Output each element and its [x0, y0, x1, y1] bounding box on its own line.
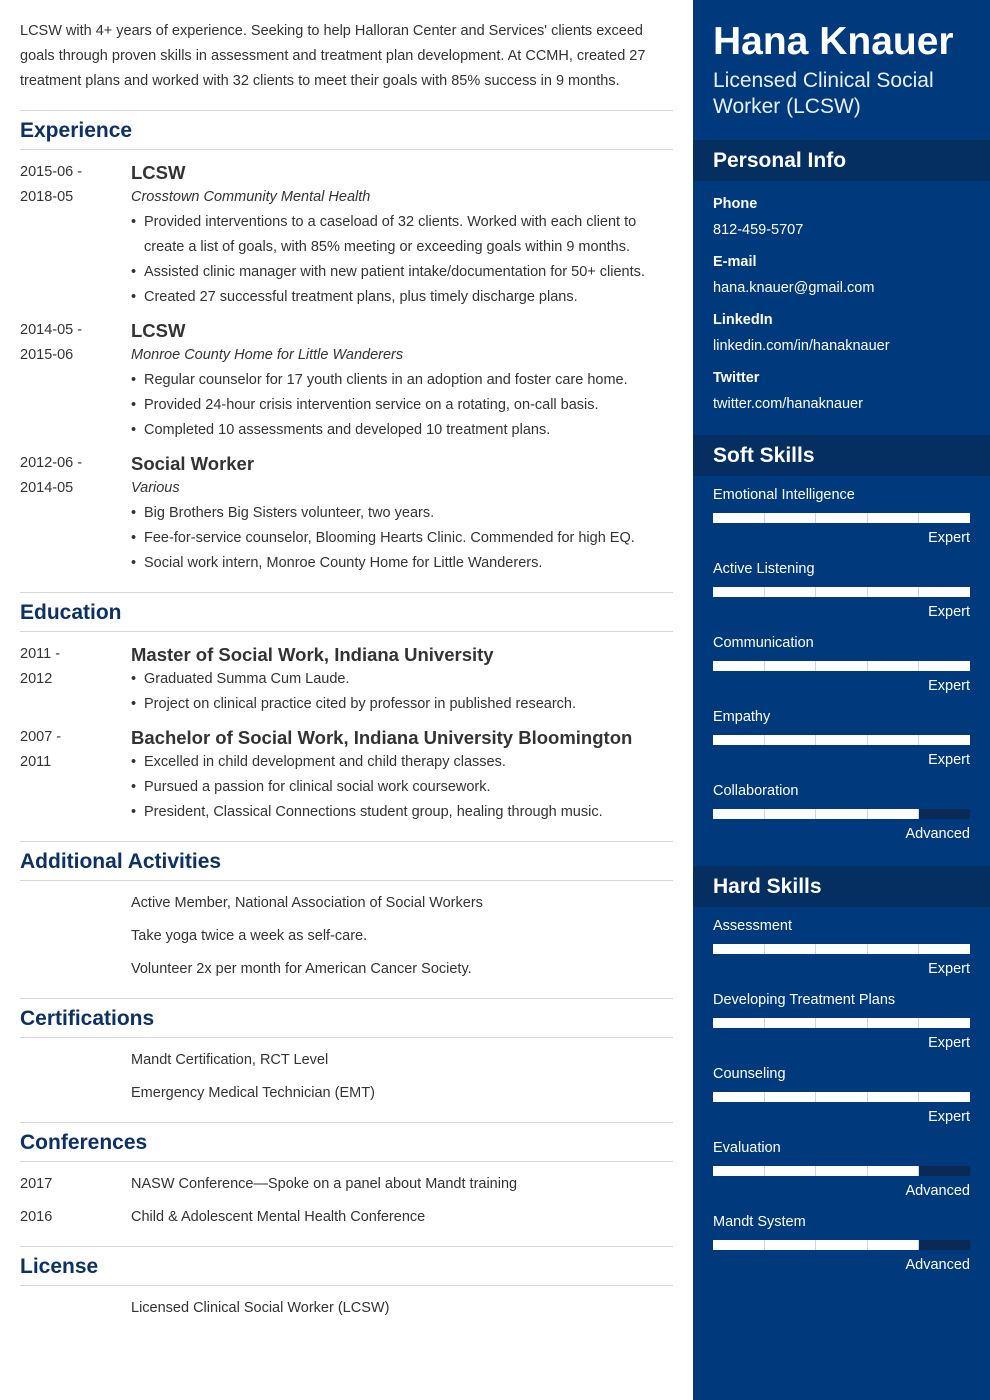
skill-item	[713, 630, 970, 696]
education-entry	[20, 642, 673, 717]
skill-name: Emotional Intelligence	[713, 487, 855, 503]
skill-bar-segment	[713, 513, 765, 523]
skill-level-bar	[713, 587, 970, 597]
date-start: 2012-06 -	[20, 455, 83, 471]
skill-name: Mandt System	[713, 1214, 806, 1230]
skill-bar-segment	[713, 661, 765, 671]
skill-bar-segment	[919, 944, 970, 954]
education-heading: Education	[20, 593, 673, 632]
skill-bar-segment	[816, 1092, 868, 1102]
experience-entry	[20, 160, 673, 310]
skill-level-label: Advanced	[905, 1257, 970, 1273]
skill-level-bar	[713, 661, 970, 671]
skill-bar-segment	[765, 944, 817, 954]
bullet: • Provided interventions to a caseload of 32 clients. Worked with each client to create a list of goals, with 85% meeting or exceeding goals within 9 months.	[131, 210, 673, 260]
skill-level-label: Expert	[928, 1035, 970, 1051]
skill-bar-segment	[868, 735, 920, 745]
conference-item	[20, 1205, 673, 1230]
license-section	[20, 1247, 673, 1337]
employer: Monroe County Home for Little Wanderers	[131, 347, 404, 363]
date-start: 2011 -	[20, 646, 61, 662]
bullet: • Created 27 successful treatment plans, plus timely discharge plans.	[131, 285, 673, 310]
bullet: • Pursued a passion for clinical social work coursework.	[131, 775, 673, 800]
conference-name: NASW Conference—Spoke on a panel about Mandt training	[131, 1176, 518, 1192]
skill-bar-segment	[765, 735, 817, 745]
skill-bar-segment	[816, 1240, 868, 1250]
phone-label: Phone	[713, 196, 758, 212]
experience-entry	[20, 318, 673, 443]
certification-item: Mandt Certification, RCT Level	[131, 1052, 329, 1068]
skill-bar-segment	[816, 661, 868, 671]
education-list	[20, 632, 673, 841]
degree-title: Master of Social Work, Indiana University	[131, 644, 494, 665]
email-label: E-mail	[713, 254, 757, 270]
skill-bar-segment	[816, 1166, 868, 1176]
skill-bar-segment	[919, 809, 970, 819]
date-start: 2014-05 -	[20, 322, 83, 338]
entry-date	[20, 160, 131, 310]
bullet: • Provided 24-hour crisis intervention service on a rotating, on-call basis.	[131, 393, 673, 418]
employer: Crosstown Community Mental Health	[131, 189, 371, 205]
job-title: LCSW	[131, 162, 186, 183]
certification-item: Emergency Medical Technician (EMT)	[131, 1085, 375, 1101]
skill-bar-segment	[868, 587, 920, 597]
skill-name: Evaluation	[713, 1140, 781, 1156]
skill-bar-segment	[868, 1018, 920, 1028]
bullet: • Excelled in child development and child therapy classes.	[131, 750, 673, 775]
skill-bar-segment	[816, 513, 868, 523]
date-end: 2015-06	[20, 347, 74, 363]
activities-heading: Additional Activities	[20, 842, 673, 881]
skill-bar-segment	[919, 1240, 970, 1250]
date-end: 2011	[20, 754, 52, 770]
skill-level-label: Expert	[928, 530, 970, 546]
experience-list	[20, 150, 673, 592]
certifications-heading: Certifications	[20, 999, 673, 1038]
skill-item	[713, 704, 970, 770]
conference-name: Child & Adolescent Mental Health Conference	[131, 1209, 426, 1225]
skill-level-label: Advanced	[905, 826, 970, 842]
skill-item	[713, 1209, 970, 1275]
skill-bar-segment	[713, 735, 765, 745]
skill-level-bar	[713, 1018, 970, 1028]
skill-bar-segment	[816, 809, 868, 819]
skill-level-label: Expert	[928, 678, 970, 694]
skill-name: Communication	[713, 635, 814, 651]
skill-name: Empathy	[713, 709, 771, 725]
skill-bar-segment	[816, 944, 868, 954]
skill-level-label: Expert	[928, 604, 970, 620]
skill-bar-segment	[765, 1240, 817, 1250]
skill-bar-segment	[919, 513, 970, 523]
skill-bar-segment	[868, 1166, 920, 1176]
personal-info-heading: Personal Info	[693, 140, 990, 181]
skill-level-bar	[713, 809, 970, 819]
activity-item: Take yoga twice a week as self-care.	[131, 928, 368, 944]
main-column	[20, 0, 673, 1337]
skill-bar-segment	[765, 513, 817, 523]
skill-bar-segment	[868, 809, 920, 819]
conferences-section	[20, 1123, 673, 1247]
conferences-heading: Conferences	[20, 1123, 673, 1162]
experience-entry	[20, 451, 673, 576]
skill-bar-segment	[919, 1018, 970, 1028]
skill-item	[713, 778, 970, 844]
skill-level-bar	[713, 944, 970, 954]
skill-level-label: Advanced	[905, 1183, 970, 1199]
candidate-name: Hana Knauer	[713, 20, 954, 63]
skill-name: Developing Treatment Plans	[713, 992, 896, 1008]
skill-bar-segment	[868, 661, 920, 671]
certifications-section	[20, 999, 673, 1123]
education-entry	[20, 725, 673, 825]
skill-bar-segment	[713, 587, 765, 597]
activity-item: Active Member, National Association of Social Workers	[131, 895, 483, 911]
bullet: • Graduated Summa Cum Laude.	[131, 667, 673, 692]
skill-bar-segment	[816, 587, 868, 597]
skill-bar-segment	[919, 1092, 970, 1102]
date-start: 2015-06 -	[20, 164, 83, 180]
skill-bar-segment	[713, 1018, 765, 1028]
job-title: LCSW	[131, 320, 186, 341]
skill-bar-segment	[713, 809, 765, 819]
phone-value: 812-459-5707	[713, 222, 804, 238]
skill-bar-segment	[868, 1240, 920, 1250]
skill-bar-segment	[919, 735, 970, 745]
skill-level-label: Expert	[928, 1109, 970, 1125]
skill-bar-segment	[765, 809, 817, 819]
bullet: • Social work intern, Monroe County Home for Little Wanderers.	[131, 551, 673, 576]
date-start: 2007 -	[20, 729, 62, 745]
skill-bar-segment	[868, 1092, 920, 1102]
certifications-list	[20, 1038, 673, 1122]
skill-bar-segment	[868, 944, 920, 954]
skill-item	[713, 1061, 970, 1127]
bullet-list	[131, 750, 673, 825]
bullet-list	[131, 501, 673, 576]
hard-skills-heading: Hard Skills	[693, 866, 990, 907]
bullet: • Completed 10 assessments and developed 10 treatment plans.	[131, 418, 673, 443]
bullet-list	[131, 210, 673, 310]
skill-bar-segment	[713, 944, 765, 954]
skill-bar-segment	[765, 1092, 817, 1102]
degree-title: Bachelor of Social Work, Indiana University Bloomington	[131, 727, 633, 748]
hard-skills-list	[693, 907, 990, 1297]
skill-item	[713, 913, 970, 979]
education-section	[20, 593, 673, 842]
skill-name: Collaboration	[713, 783, 799, 799]
skill-item	[713, 987, 970, 1053]
bullet-list	[131, 368, 673, 443]
conference-year: 2016	[20, 1209, 53, 1225]
sidebar	[693, 0, 990, 1400]
date-end: 2014-05	[20, 480, 74, 496]
license-list	[20, 1286, 673, 1337]
soft-skills-list	[693, 476, 990, 866]
experience-heading: Experience	[20, 111, 673, 150]
entry-date	[20, 451, 131, 576]
skill-level-bar	[713, 1240, 970, 1250]
bullet: • Fee-for-service counselor, Blooming Hearts Clinic. Commended for high EQ.	[131, 526, 673, 551]
employer: Various	[131, 480, 180, 496]
skill-item	[713, 1135, 970, 1201]
entry-date	[20, 318, 131, 443]
bullet: • Assisted clinic manager with new patient intake/documentation for 50+ clients.	[131, 260, 673, 285]
twitter-value: twitter.com/hanaknauer	[713, 396, 863, 412]
skill-bar-segment	[919, 587, 970, 597]
skill-name: Assessment	[713, 918, 792, 934]
skill-bar-segment	[919, 661, 970, 671]
skill-bar-segment	[919, 1166, 970, 1176]
skill-bar-segment	[713, 1166, 765, 1176]
experience-section	[20, 111, 673, 593]
bullet: • Regular counselor for 17 youth clients in an adoption and foster care home.	[131, 368, 673, 393]
skill-level-bar	[713, 1166, 970, 1176]
activity-item: Volunteer 2x per month for American Cancer Society.	[131, 961, 472, 977]
linkedin-value: linkedin.com/in/hanaknauer	[713, 338, 890, 354]
skill-level-bar	[713, 1092, 970, 1102]
entry-date	[20, 725, 131, 825]
bullet-list	[131, 667, 673, 717]
date-end: 2012	[20, 671, 53, 687]
skill-bar-segment	[816, 735, 868, 745]
skill-item	[713, 482, 970, 548]
skill-bar-segment	[765, 661, 817, 671]
twitter-label: Twitter	[713, 370, 760, 386]
conference-year: 2017	[20, 1176, 53, 1192]
skill-bar-segment	[713, 1240, 765, 1250]
candidate-role: Licensed Clinical Social Worker (LCSW)	[713, 69, 934, 118]
license-heading: License	[20, 1247, 673, 1286]
email-value: hana.knauer@gmail.com	[713, 280, 875, 296]
skill-name: Active Listening	[713, 561, 815, 577]
date-end: 2018-05	[20, 189, 74, 205]
skill-level-bar	[713, 735, 970, 745]
skill-level-label: Expert	[928, 961, 970, 977]
conference-item	[20, 1172, 673, 1197]
personal-info	[693, 181, 990, 435]
activities-list	[20, 881, 673, 998]
summary: LCSW with 4+ years of experience. Seeking to help Halloran Center and Services' clients exceed goals through proven skills in assessment and treatment plan development. At CCMH, created 27 treatment plans and worked with 32 clients to meet their goals with 85% success in 9 months.	[20, 0, 673, 111]
skill-bar-segment	[765, 1166, 817, 1176]
activities-section	[20, 842, 673, 999]
skill-bar-segment	[765, 587, 817, 597]
linkedin-label: LinkedIn	[713, 312, 773, 328]
skill-bar-segment	[816, 1018, 868, 1028]
soft-skills-heading: Soft Skills	[693, 435, 990, 476]
skill-level-label: Expert	[928, 752, 970, 768]
skill-bar-segment	[713, 1092, 765, 1102]
conferences-list	[20, 1162, 673, 1246]
skill-level-bar	[713, 513, 970, 523]
skill-bar-segment	[868, 513, 920, 523]
bullet: • President, Classical Connections student group, healing through music.	[131, 800, 673, 825]
entry-date	[20, 642, 131, 717]
job-title: Social Worker	[131, 453, 255, 474]
skill-bar-segment	[765, 1018, 817, 1028]
bullet: • Big Brothers Big Sisters volunteer, two years.	[131, 501, 673, 526]
license-item: Licensed Clinical Social Worker (LCSW)	[131, 1300, 390, 1316]
skill-name: Counseling	[713, 1066, 786, 1082]
bullet: • Project on clinical practice cited by professor in published research.	[131, 692, 673, 717]
skill-item	[713, 556, 970, 622]
